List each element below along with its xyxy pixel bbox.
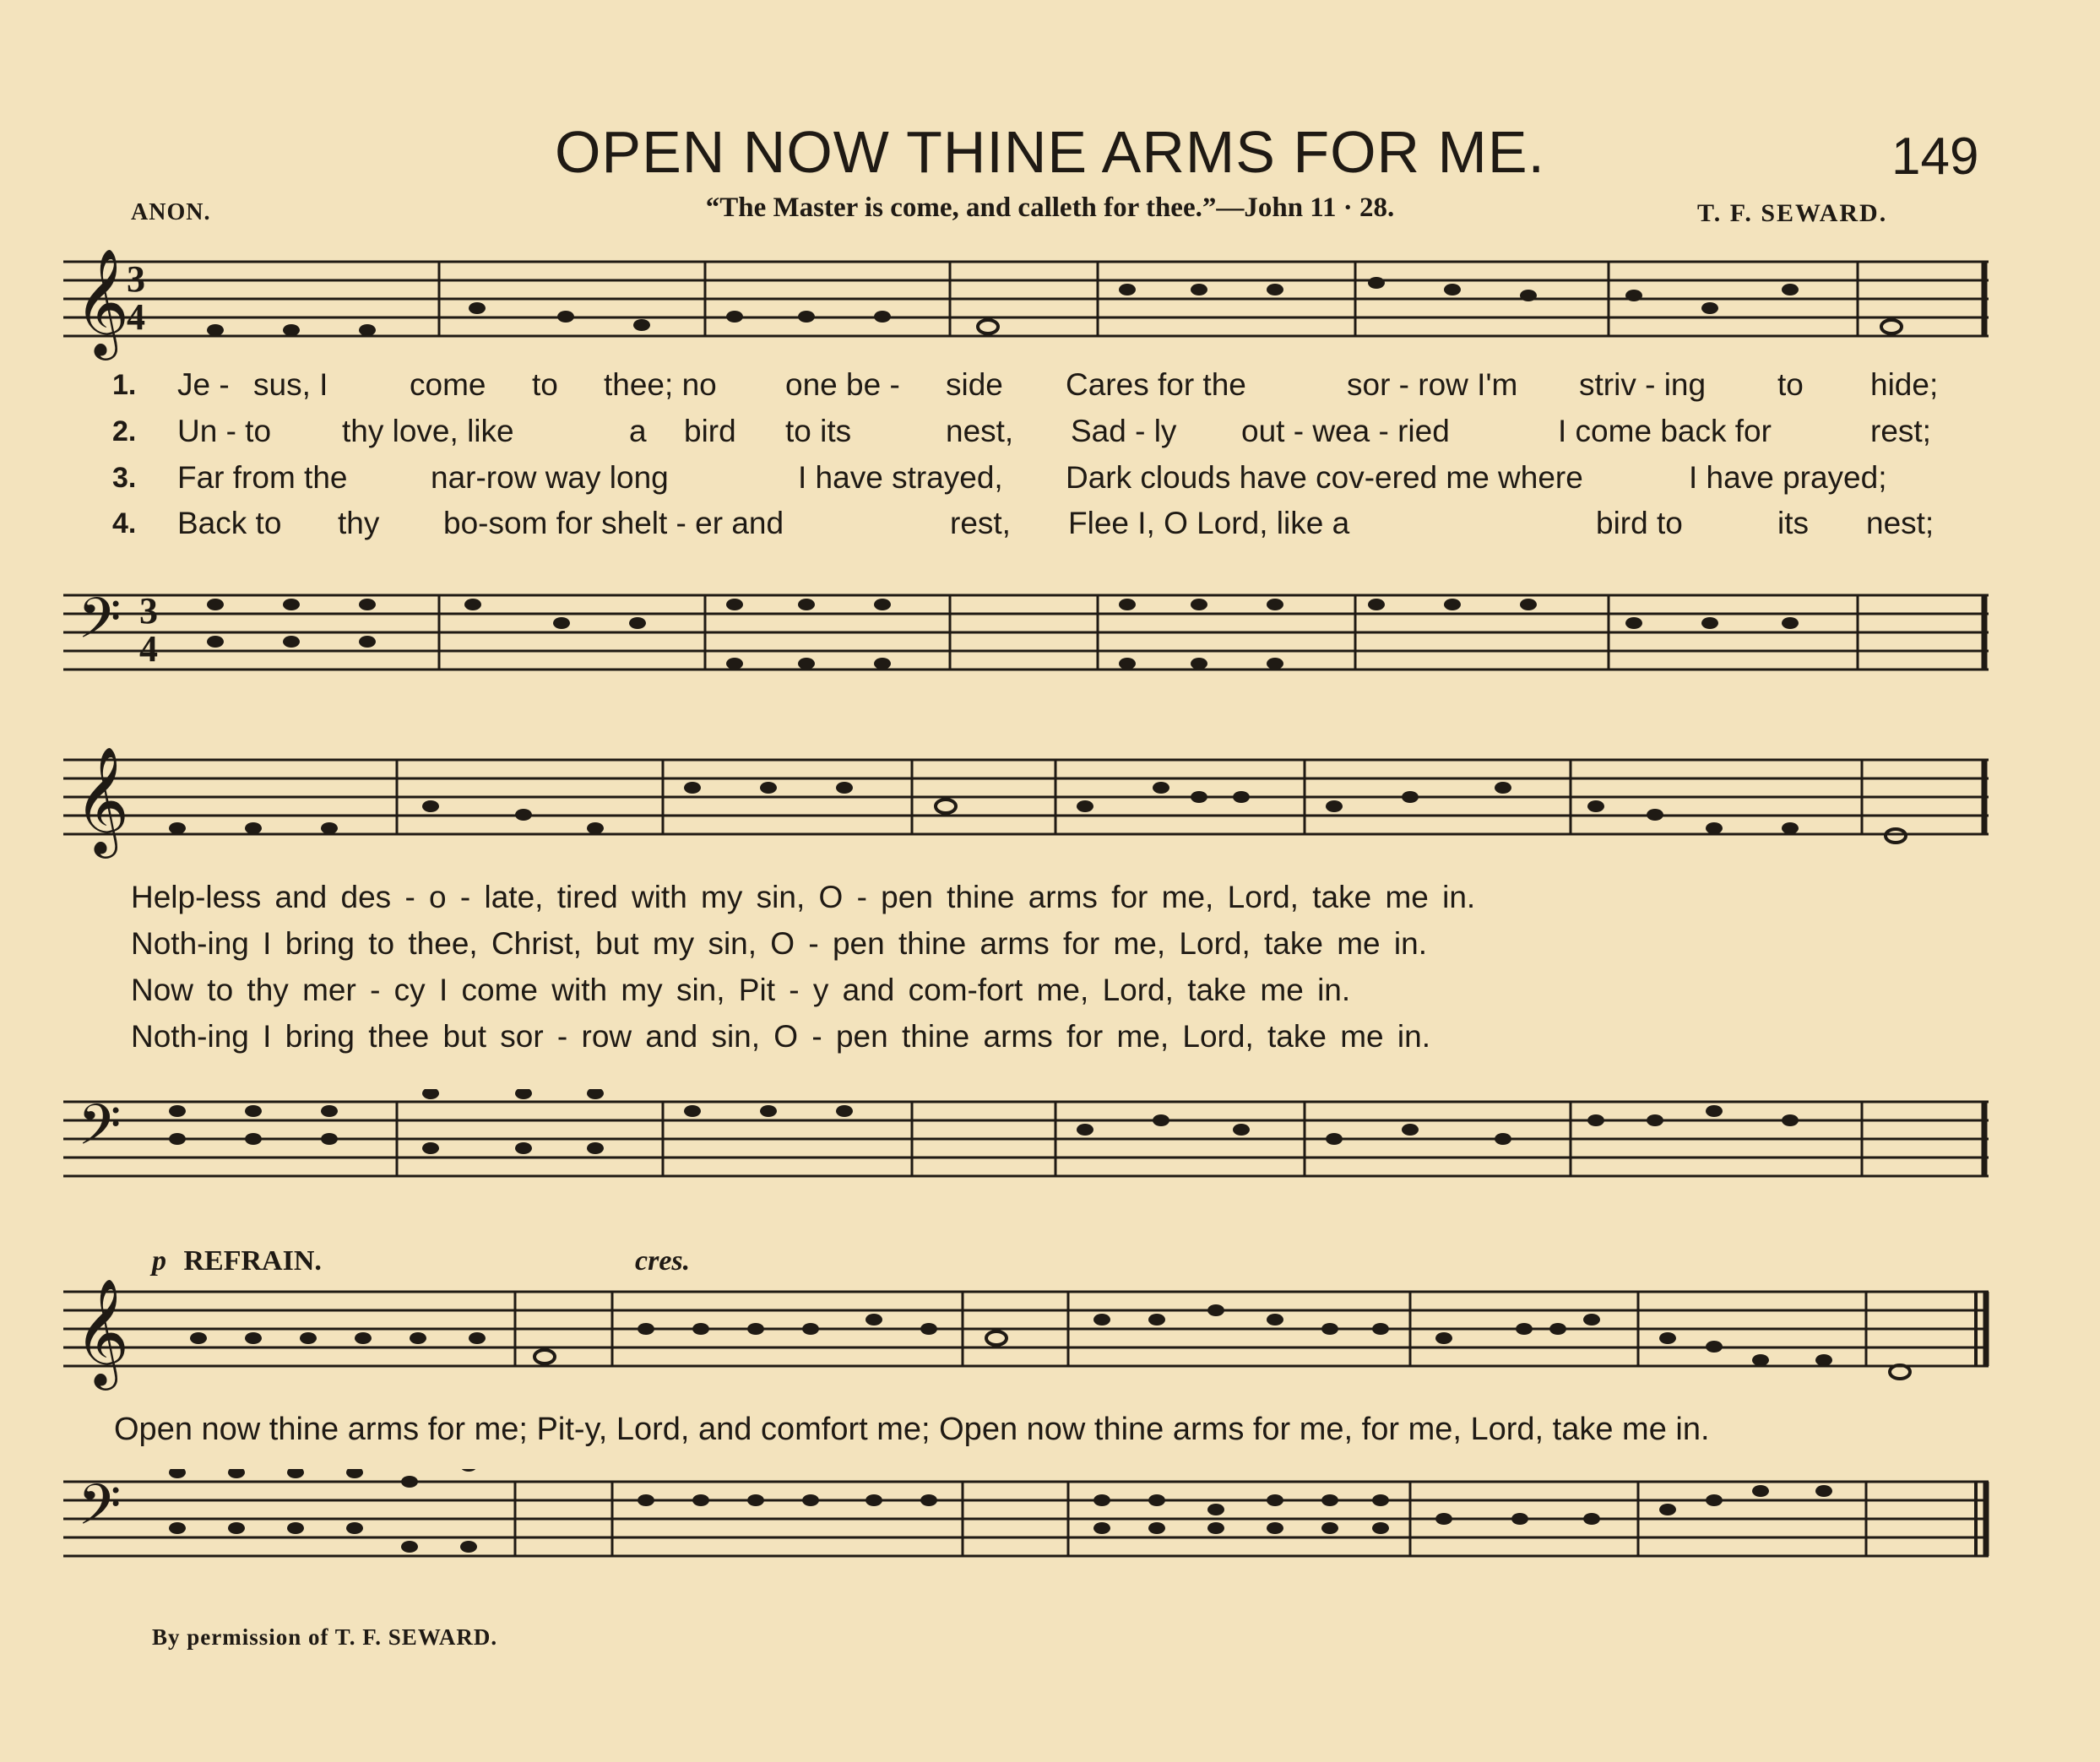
- refrain-label: REFRAIN.: [183, 1245, 322, 1277]
- verse-number-1: 1.: [112, 369, 137, 401]
- permission-credit: By permission of T. F. SEWARD.: [152, 1624, 498, 1650]
- system-1-bass-staff: [0, 583, 2100, 709]
- scripture-epigraph: “The Master is come, and calleth for thee.”—John 11 · 28.: [705, 192, 1395, 223]
- lyric-syllable: to: [532, 367, 558, 402]
- lyric-syllable: out - wea - ried: [1241, 414, 1450, 448]
- svg-text:𝄢: 𝄢: [78, 1472, 122, 1551]
- lyric-syllable: Sad - ly: [1071, 414, 1177, 448]
- lyric-syllable: rest;: [1870, 414, 1931, 448]
- system-2-treble-staff: [0, 747, 2100, 874]
- svg-text:𝄢: 𝄢: [78, 1092, 122, 1171]
- lyric-syllable: bo-som for shelt - er and: [443, 506, 784, 540]
- time-sig-bottom: 4: [139, 628, 158, 670]
- lyric-syllable: Cares for the: [1066, 367, 1246, 402]
- lyric-syllable: hide;: [1870, 367, 1939, 402]
- lyric-syllable: Un - to: [177, 414, 272, 448]
- lyric-syllable: nar-row way long: [431, 460, 669, 495]
- page-number: 149: [1891, 127, 1979, 186]
- lyric-syllable: Back to: [177, 506, 282, 540]
- system-3-bass-staff: [0, 1469, 2100, 1596]
- lyric-syllable: to: [1777, 367, 1804, 402]
- lyric-syllable: nest;: [1866, 506, 1934, 540]
- time-sig-top: 3: [127, 258, 145, 300]
- lyric-syllable: one be -: [785, 367, 900, 402]
- lyric-syllable: bird: [684, 414, 736, 448]
- lyric-syllable: nest,: [946, 414, 1014, 448]
- verse-number-3: 3.: [112, 462, 137, 494]
- lyric-syllable: Far from the: [177, 460, 348, 495]
- lyric-syllable: side: [946, 367, 1003, 402]
- lyric-syllable: I have strayed,: [798, 460, 1003, 495]
- lyric-syllable: sus, I: [253, 367, 328, 402]
- lyric-syllable: to its: [785, 414, 852, 448]
- composer-credit: T. F. SEWARD.: [1697, 199, 1888, 227]
- lyric-syllable: Flee I, O Lord, like a: [1068, 506, 1350, 540]
- refrain-heading: [152, 1245, 322, 1277]
- svg-text:𝄞: 𝄞: [74, 249, 130, 355]
- lyric-syllable: striv - ing: [1579, 367, 1707, 402]
- system-1-treble-staff: [0, 249, 2100, 376]
- system-2-bass-staff: [0, 1089, 2100, 1216]
- dynamic-marking: p: [152, 1245, 166, 1277]
- lyric-syllable: bird to: [1596, 506, 1683, 540]
- verse-1-line-2: Help-less and des - o - late, tired with my sin, O - pen thine arms for me, Lord, take me in.: [131, 880, 1476, 914]
- verse-number-2: 2.: [112, 415, 137, 447]
- lyric-syllable: sor - row I'm: [1347, 367, 1518, 402]
- system-3-treble-staff: [0, 1279, 2100, 1406]
- hymn-title: OPEN NOW THINE ARMS FOR ME.: [554, 119, 1545, 185]
- lyric-syllable: I have prayed;: [1689, 460, 1887, 495]
- lyric-syllable: a: [629, 414, 647, 448]
- lyric-syllable: rest,: [950, 506, 1011, 540]
- lyricist-credit: ANON.: [131, 199, 211, 225]
- lyric-syllable: Dark clouds have cov-ered me where: [1066, 460, 1583, 495]
- svg-text:𝄞: 𝄞: [74, 1279, 130, 1385]
- time-sig-top: 3: [139, 590, 158, 632]
- lyric-syllable: come: [410, 367, 486, 402]
- svg-text:𝄢: 𝄢: [78, 586, 122, 664]
- verse-3-line-2: Now to thy mer - cy I come with my sin, Pit - y and com-fort me, Lord, take me in.: [131, 973, 1351, 1007]
- lyric-syllable: thee; no: [604, 367, 717, 402]
- svg-text:𝄞: 𝄞: [74, 747, 130, 854]
- refrain-lyrics: Open now thine arms for me; Pit-y, Lord, and comfort me; Open now thine arms for me, for me, Lord, take me in.: [114, 1412, 1710, 1447]
- verse-4-line-2: Noth-ing I bring thee but sor - row and sin, O - pen thine arms for me, Lord, take me in.: [131, 1019, 1430, 1054]
- lyric-syllable: I come back for: [1558, 414, 1772, 448]
- lyric-syllable: Je -: [177, 367, 230, 402]
- time-sig-bottom: 4: [127, 296, 145, 338]
- verse-number-4: 4.: [112, 507, 137, 539]
- verse-2-line-2: Noth-ing I bring to thee, Christ, but my sin, O - pen thine arms for me, Lord, take me in.: [131, 926, 1427, 961]
- lyric-syllable: its: [1777, 506, 1809, 540]
- lyric-syllable: thy: [338, 506, 380, 540]
- crescendo-marking: cres.: [635, 1245, 691, 1277]
- lyric-syllable: thy love, like: [342, 414, 514, 448]
